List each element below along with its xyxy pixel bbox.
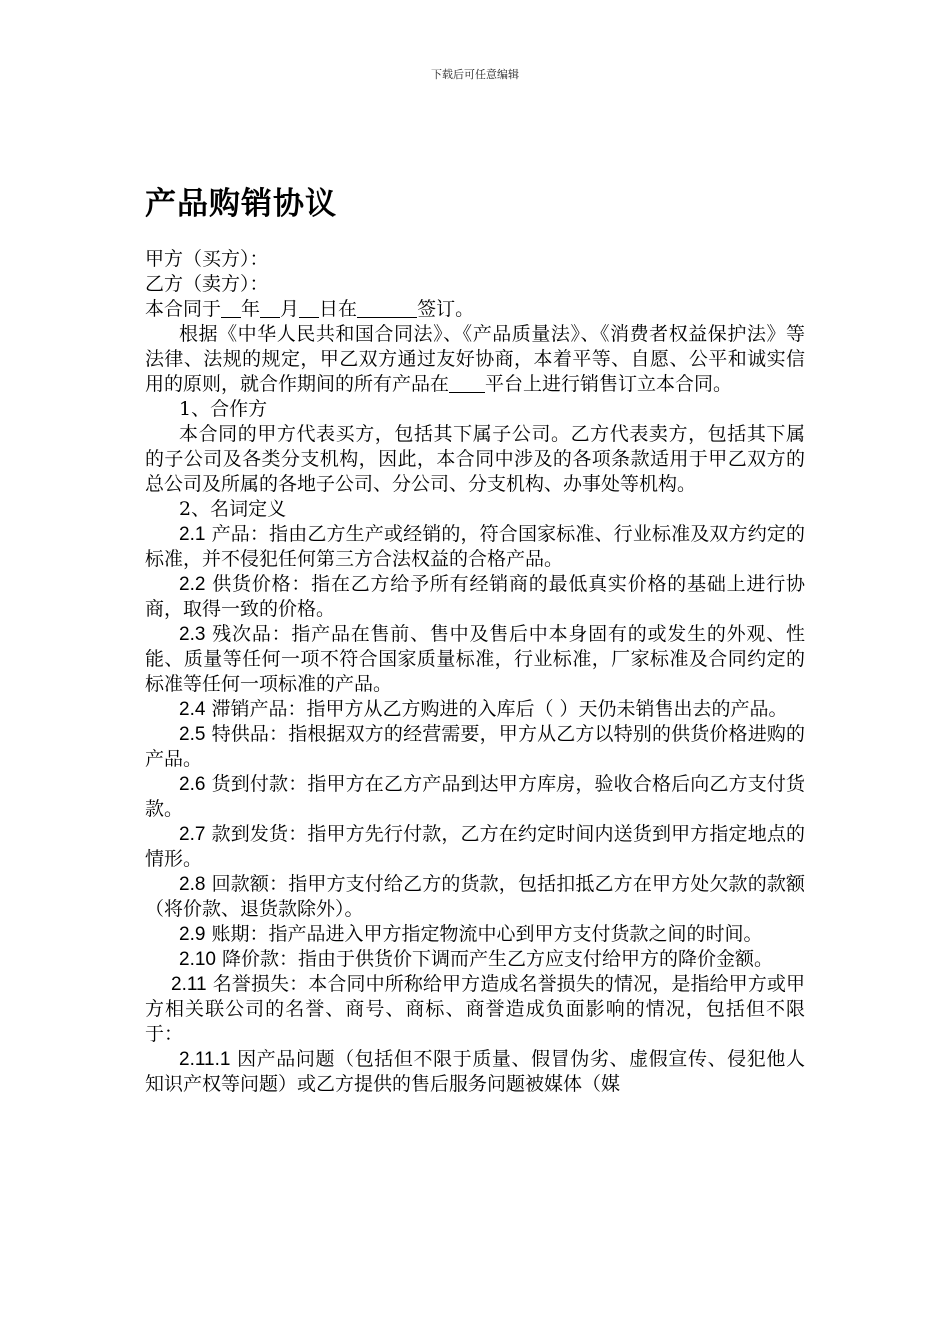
document-title: 产品购销协议 xyxy=(145,186,337,222)
definition-text: 货到付款：指甲方在乙方产品到达甲方库房，验收合格后向乙方支付货款。 xyxy=(145,773,805,820)
definition-text: 回款额：指甲方支付给乙方的货款，包括扣抵乙方在甲方处欠款的款额（将价款、退货款除外）。 xyxy=(145,873,805,920)
definition-text: 残次品：指产品在售前、售中及售后中本身固有的或发生的外观、性能、质量等任何一项不符合国家质量标准，行业标准，厂家标准及合同约定的标准等任何一项标准的产品。 xyxy=(145,623,805,695)
definition-number: 2.1 xyxy=(179,524,206,545)
signing-line xyxy=(145,297,805,322)
definition-text: 特供品：指根据双方的经营需要，甲方从乙方以特别的供货价格进购的产品。 xyxy=(145,723,805,770)
definition-text: 供货价格：指在乙方给予所有经销商的最低真实价格的基础上进行协商，取得一致的价格。 xyxy=(145,573,805,620)
definition-number: 2.6 xyxy=(179,774,206,795)
document-body xyxy=(145,247,805,1097)
signing-month: 月 xyxy=(280,298,300,320)
year-blank xyxy=(221,299,241,318)
signing-year: 年 xyxy=(241,298,261,320)
definition-item xyxy=(145,947,805,972)
definition-item xyxy=(145,872,805,922)
definition-item xyxy=(145,922,805,947)
definition-text: 产品：指由乙方生产或经销的，符合国家标准、行业标准及双方约定的标准，并不侵犯任何第三方合法权益的合格产品。 xyxy=(145,523,805,570)
definition-number: 2.10 xyxy=(179,949,216,970)
definition-text: 降价款：指由于供货价下调而产生乙方应支付给甲方的降价金额。 xyxy=(222,948,774,970)
section1-body: 本合同的甲方代表买方，包括其下属子公司。乙方代表卖方，包括其下属的子公司及各类分支机构，因此，本合同中涉及的各项条款适用于甲乙双方的总公司及所属的各地子公司、分公司、分支机构、办事处等机构。 xyxy=(145,423,805,495)
section2-heading: 2、名词定义 xyxy=(179,498,287,520)
preamble-paragraph xyxy=(145,322,805,397)
definition-number: 2.2 xyxy=(179,574,206,595)
platform-blank xyxy=(449,374,485,393)
definition-item xyxy=(145,1047,805,1097)
definition-number: 2.11 xyxy=(171,974,207,995)
day-blank xyxy=(299,299,319,318)
definition-item xyxy=(145,972,805,1047)
party-b-line: 乙方（卖方）： xyxy=(145,273,269,295)
definition-number: 2.3 xyxy=(179,624,206,645)
definition-text: 账期：指产品进入甲方指定物流中心到甲方支付货款之间的时间。 xyxy=(211,923,763,945)
definition-item xyxy=(145,822,805,872)
signing-day: 日在 xyxy=(319,298,358,320)
definition-text: 滞销产品：指甲方从乙方购进的入库后（ ）天仍未销售出去的产品。 xyxy=(211,698,788,720)
signing-suffix: 签订。 xyxy=(417,298,475,320)
section1-heading: 1、合作方 xyxy=(179,398,268,420)
definition-number: 2.4 xyxy=(179,699,206,720)
definition-number: 2.7 xyxy=(179,824,206,845)
definition-item xyxy=(145,622,805,697)
definition-item xyxy=(145,772,805,822)
month-blank xyxy=(260,299,280,318)
signing-prefix: 本合同于 xyxy=(145,298,222,320)
party-a-line: 甲方（买方）： xyxy=(145,248,269,270)
preamble-text: 根据《中华人民共和国合同法》、《产品质量法》、《消费者权益保护法》等法律、法规的规定，甲乙双方通过友好协商，本着平等、自愿、公平和诚实信用的原则，就合作期间的所有产品在 xyxy=(145,323,805,395)
definition-number: 2.5 xyxy=(179,724,206,745)
definition-item xyxy=(145,697,805,722)
definition-number: 2.11.1 xyxy=(179,1049,231,1070)
definition-number: 2.8 xyxy=(179,874,206,895)
definition-text: 因产品问题（包括但不限于质量、假冒伪劣、虚假宣传、侵犯他人知识产权等问题）或乙方提供的售后服务问题被媒体（媒 xyxy=(145,1048,805,1095)
definition-text: 名誉损失：本合同中所称给甲方造成名誉损失的情况，是指给甲方或甲方相关联公司的名誉、商号、商标、商誉造成负面影响的情况，包括但不限于： xyxy=(145,973,805,1045)
preamble-text-end: 平台上进行销售订立本合同。 xyxy=(485,373,733,395)
definition-item xyxy=(145,722,805,772)
place-blank xyxy=(357,299,417,318)
definition-number: 2.9 xyxy=(179,924,206,945)
definition-item xyxy=(145,522,805,572)
header-note: 下载后可任意编辑 xyxy=(431,68,519,81)
definition-text: 款到发货：指甲方先行付款，乙方在约定时间内送货到甲方指定地点的情形。 xyxy=(145,823,805,870)
definition-item xyxy=(145,572,805,622)
